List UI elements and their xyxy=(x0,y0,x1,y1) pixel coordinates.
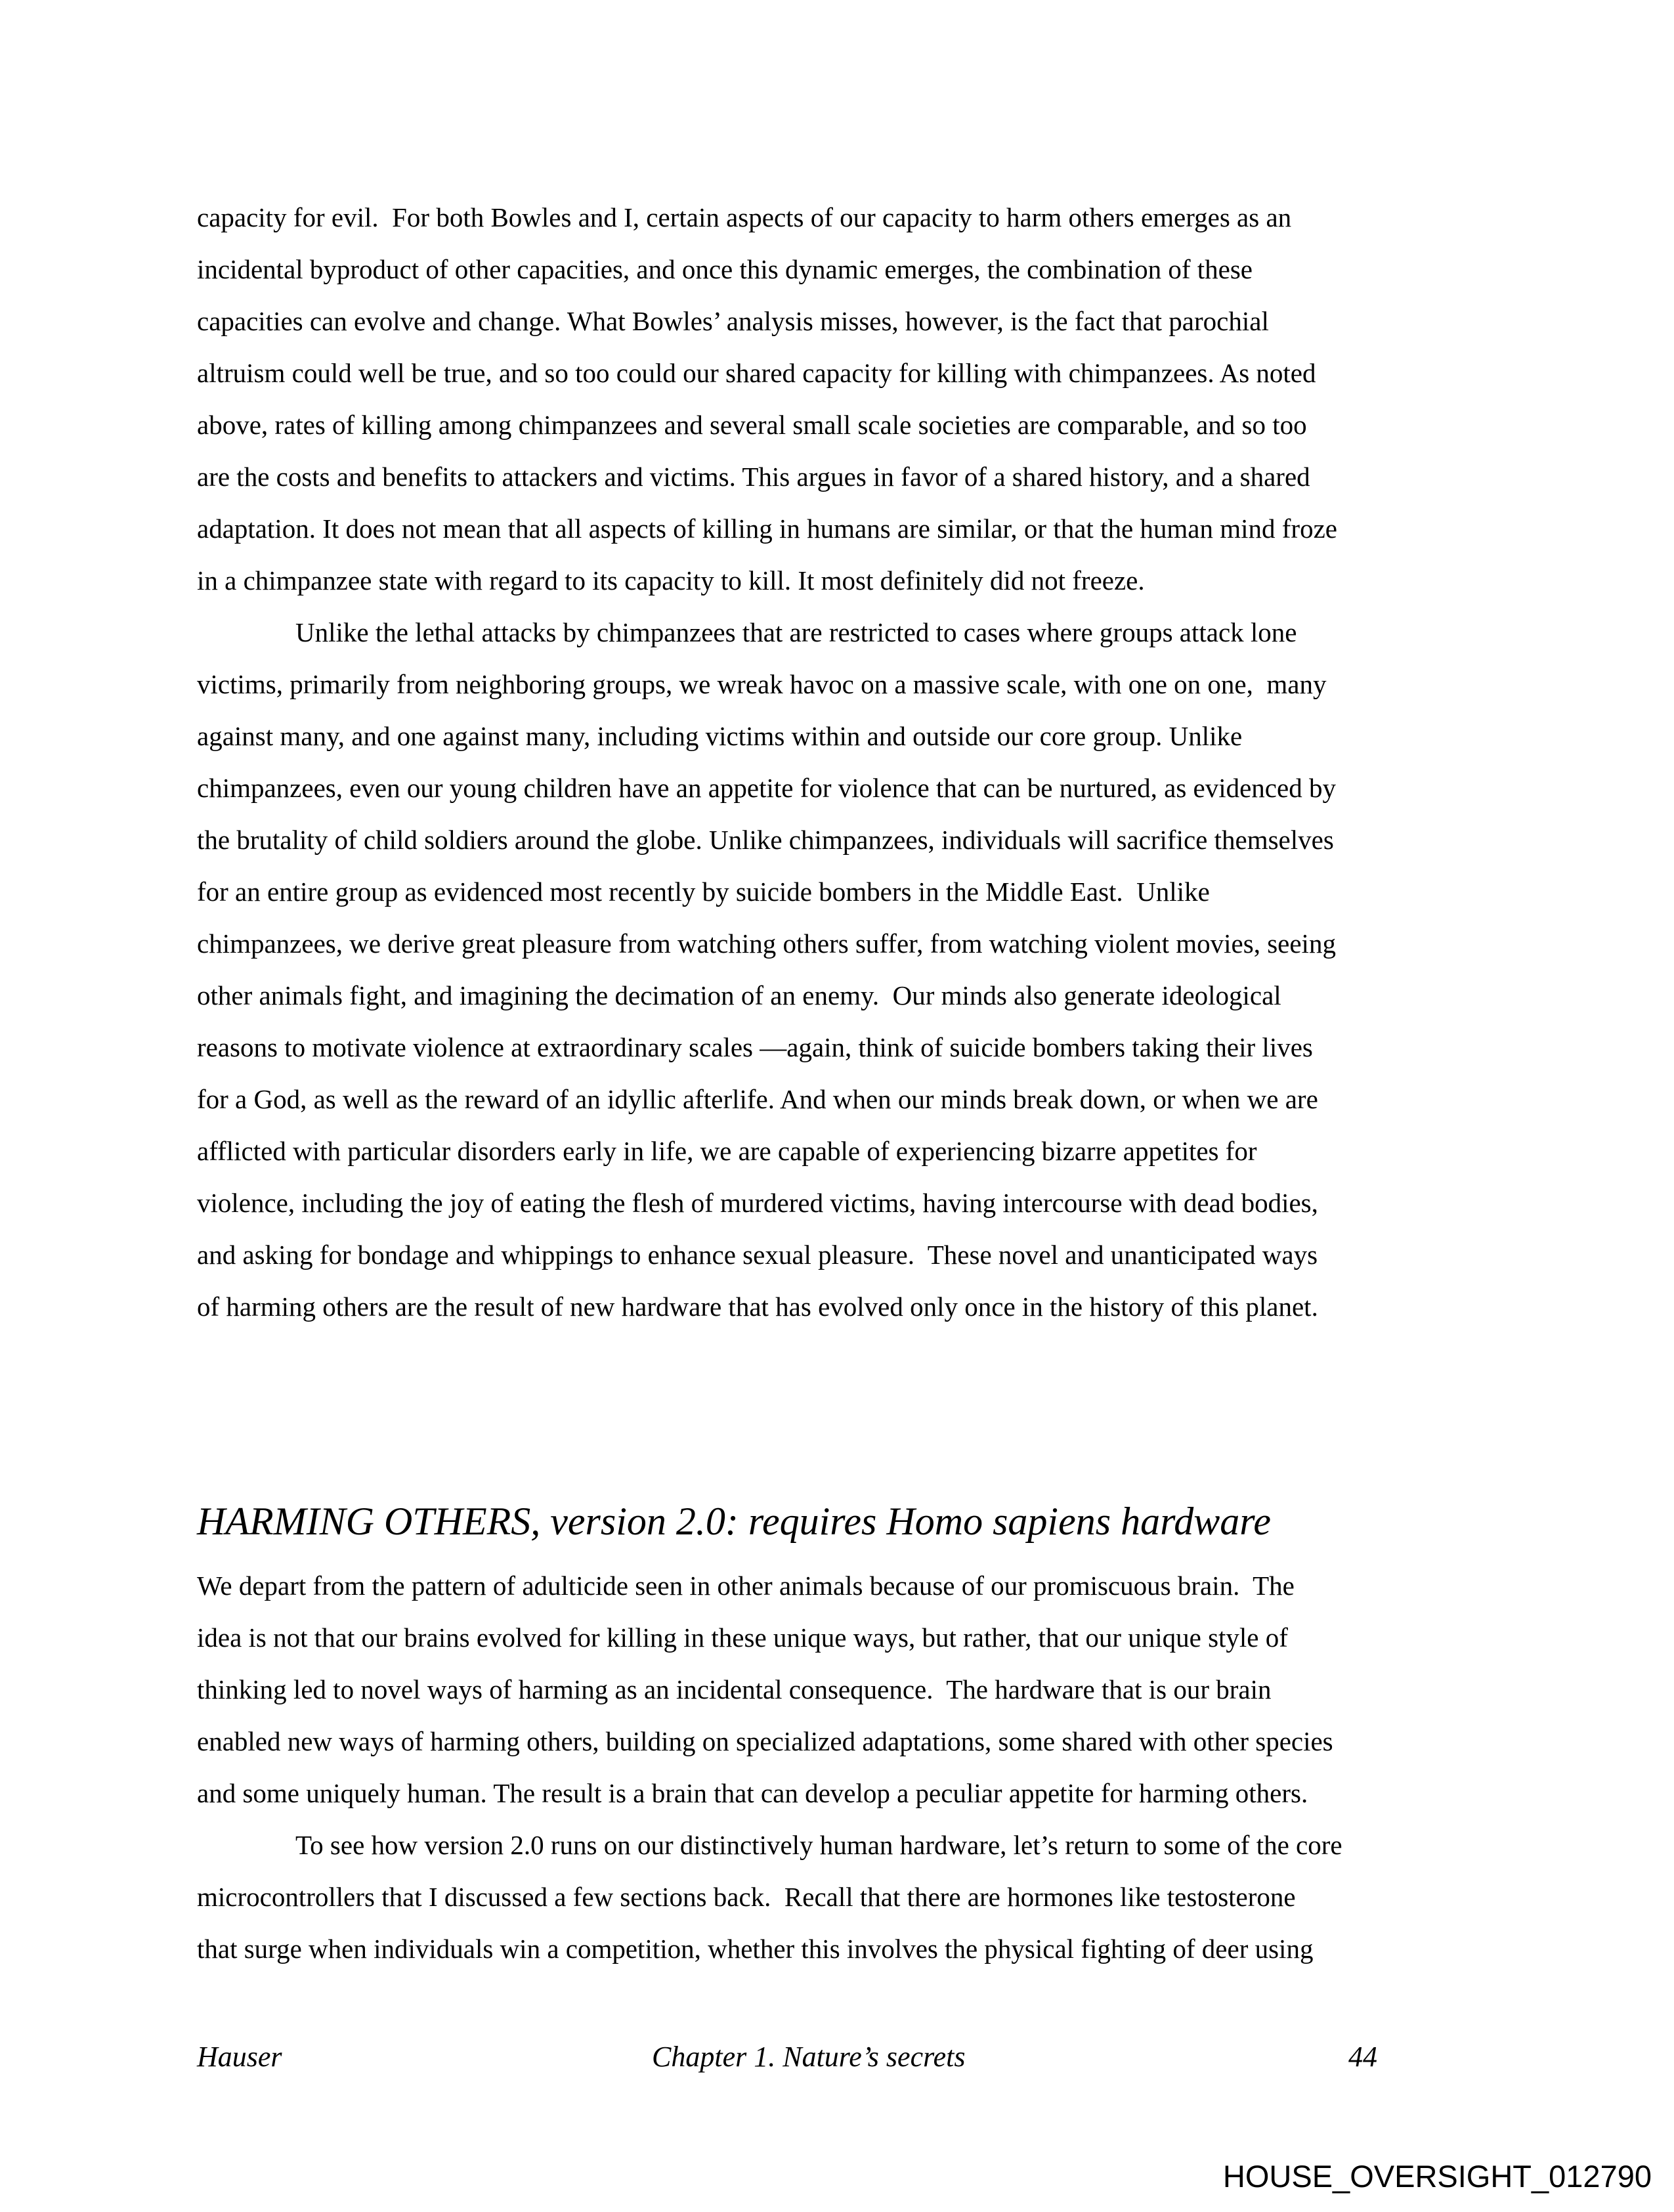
section-heading: HARMING OTHERS, version 2.0: requires Homo sapiens hardware xyxy=(197,1500,1271,1543)
text-line: for a God, as well as the reward of an idyllic afterlife. And when our minds break down, or when we are xyxy=(197,1084,1318,1114)
text-line: reasons to motivate violence at extraordinary scales —again, think of suicide bombers taking their lives xyxy=(197,1032,1313,1062)
text-line: of harming others are the result of new hardware that has evolved only once in the history of this planet. xyxy=(197,1291,1318,1322)
text-line: are the costs and benefits to attackers and victims. This argues in favor of a shared history, and a shared xyxy=(197,462,1310,492)
text-line: adaptation. It does not mean that all aspects of killing in humans are similar, or that the human mind froze xyxy=(197,513,1337,544)
text-line: enabled new ways of harming others, building on specialized adaptations, some shared with other species xyxy=(197,1726,1333,1756)
text-line: and asking for bondage and whippings to enhance sexual pleasure. These novel and unanticipated ways xyxy=(197,1240,1318,1270)
text-line: violence, including the joy of eating the flesh of murdered victims, having intercourse with dead bodies, xyxy=(197,1188,1318,1218)
paragraph-4 xyxy=(197,1819,1342,1975)
text-line: that surge when individuals win a competition, whether this involves the physical fighting of deer using xyxy=(197,1934,1314,1964)
text-line: afflicted with particular disorders early in life, we are capable of experiencing bizarre appetites for xyxy=(197,1136,1257,1166)
text-line: idea is not that our brains evolved for killing in these unique ways, but rather, that our unique style of xyxy=(197,1622,1288,1653)
bates-stamp: HOUSE_OVERSIGHT_012790 xyxy=(1222,2159,1652,2194)
paragraph-2 xyxy=(197,607,1336,1333)
text-line: thinking led to novel ways of harming as an incidental consequence. The hardware that is our brain xyxy=(197,1674,1272,1704)
text-line: above, rates of killing among chimpanzees and several small scale societies are comparable, and so too xyxy=(197,410,1307,440)
text-line: for an entire group as evidenced most recently by suicide bombers in the Middle East. Unlike xyxy=(197,877,1210,907)
paragraph-3 xyxy=(197,1560,1333,1819)
text-line: To see how version 2.0 runs on our distinctively human hardware, let’s return to some of the core xyxy=(295,1830,1342,1860)
text-line: Unlike the lethal attacks by chimpanzees that are restricted to cases where groups attack lone xyxy=(295,617,1297,647)
footer-page-number: 44 xyxy=(1348,2041,1377,2073)
text-line: victims, primarily from neighboring groups, we wreak havoc on a massive scale, with one on one, many xyxy=(197,669,1327,699)
text-line: against many, and one against many, including victims within and outside our core group. Unlike xyxy=(197,721,1243,751)
paragraph-1 xyxy=(197,192,1337,607)
footer-author: Hauser xyxy=(197,2041,282,2073)
text-line: capacity for evil. For both Bowles and I, certain aspects of our capacity to harm others emerges as an xyxy=(197,202,1292,232)
text-line: We depart from the pattern of adulticide seen in other animals because of our promiscuous brain. The xyxy=(197,1571,1295,1601)
text-line: and some uniquely human. The result is a brain that can develop a peculiar appetite for harming others. xyxy=(197,1778,1308,1808)
text-line: the brutality of child soldiers around the globe. Unlike chimpanzees, individuals will sacrifice themselves xyxy=(197,825,1334,855)
footer-chapter-title: Chapter 1. Nature’s secrets xyxy=(652,2041,966,2073)
text-line: other animals fight, and imagining the decimation of an enemy. Our minds also generate ideological xyxy=(197,980,1281,1010)
text-line: incidental byproduct of other capacities, and once this dynamic emerges, the combination of these xyxy=(197,254,1253,284)
text-line: in a chimpanzee state with regard to its capacity to kill. It most definitely did not freeze. xyxy=(197,565,1145,596)
text-line: chimpanzees, we derive great pleasure from watching others suffer, from watching violent movies, seeing xyxy=(197,928,1336,959)
text-line: capacities can evolve and change. What Bowles’ analysis misses, however, is the fact that parochial xyxy=(197,306,1269,336)
text-line: chimpanzees, even our young children have an appetite for violence that can be nurtured, as evidenced by xyxy=(197,773,1336,803)
text-line: microcontrollers that I discussed a few sections back. Recall that there are hormones like testosterone xyxy=(197,1882,1296,1912)
text-line: altruism could well be true, and so too could our shared capacity for killing with chimpanzees. As noted xyxy=(197,358,1316,388)
